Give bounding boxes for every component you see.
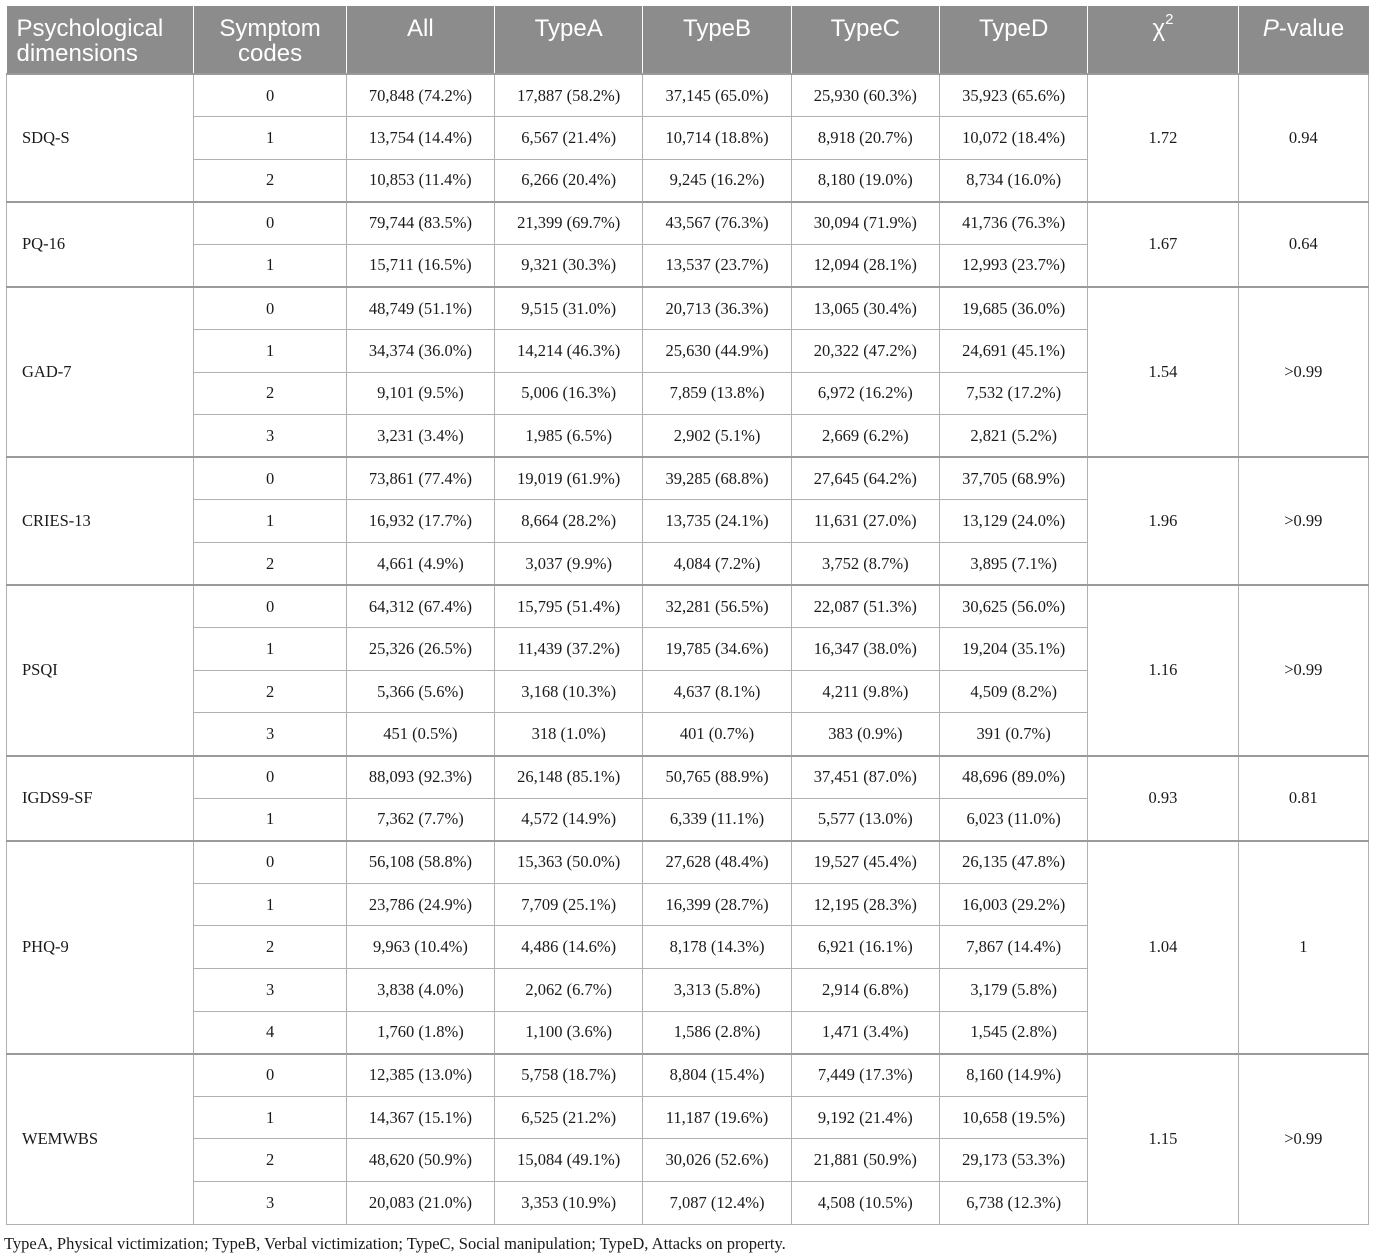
all-cell: 9,101 (9.5%) bbox=[346, 372, 494, 415]
chi-square-cell: 0.93 bbox=[1088, 756, 1238, 841]
type-c-cell: 13,065 (30.4%) bbox=[791, 287, 939, 330]
all-cell: 4,661 (4.9%) bbox=[346, 543, 494, 586]
header-type-b: TypeB bbox=[643, 6, 791, 74]
code-cell: 3 bbox=[194, 1181, 346, 1224]
type-a-cell: 9,515 (31.0%) bbox=[495, 287, 643, 330]
all-cell: 3,231 (3.4%) bbox=[346, 415, 494, 458]
dimension-cell: PSQI bbox=[7, 585, 194, 755]
p-value-cell: >0.99 bbox=[1238, 585, 1368, 755]
type-d-cell: 29,173 (53.3%) bbox=[939, 1139, 1087, 1182]
code-cell: 1 bbox=[194, 500, 346, 543]
type-d-cell: 1,545 (2.8%) bbox=[939, 1011, 1087, 1054]
type-b-cell: 27,628 (48.4%) bbox=[643, 841, 791, 884]
type-d-cell: 391 (0.7%) bbox=[939, 713, 1087, 756]
type-d-cell: 19,685 (36.0%) bbox=[939, 287, 1087, 330]
dimension-cell: PHQ-9 bbox=[7, 841, 194, 1054]
type-a-cell: 9,321 (30.3%) bbox=[495, 244, 643, 287]
type-d-cell: 35,923 (65.6%) bbox=[939, 74, 1087, 117]
type-c-cell: 27,645 (64.2%) bbox=[791, 457, 939, 500]
p-value-cell: >0.99 bbox=[1238, 457, 1368, 585]
type-b-cell: 37,145 (65.0%) bbox=[643, 74, 791, 117]
type-c-cell: 8,180 (19.0%) bbox=[791, 159, 939, 202]
type-d-cell: 30,625 (56.0%) bbox=[939, 585, 1087, 628]
dimension-cell: SDQ-S bbox=[7, 74, 194, 202]
code-cell: 4 bbox=[194, 1011, 346, 1054]
p-rest: -value bbox=[1278, 15, 1345, 42]
type-b-cell: 13,537 (23.7%) bbox=[643, 244, 791, 287]
type-b-cell: 39,285 (68.8%) bbox=[643, 457, 791, 500]
all-cell: 79,744 (83.5%) bbox=[346, 202, 494, 245]
dimension-cell: GAD-7 bbox=[7, 287, 194, 457]
type-b-cell: 13,735 (24.1%) bbox=[643, 500, 791, 543]
chi-square-cell: 1.15 bbox=[1088, 1054, 1238, 1224]
type-b-cell: 1,586 (2.8%) bbox=[643, 1011, 791, 1054]
type-c-cell: 6,972 (16.2%) bbox=[791, 372, 939, 415]
type-d-cell: 19,204 (35.1%) bbox=[939, 628, 1087, 671]
header-codes-line1: Symptom bbox=[219, 15, 321, 42]
code-cell: 3 bbox=[194, 415, 346, 458]
table-body bbox=[7, 74, 1369, 1224]
type-c-cell: 12,094 (28.1%) bbox=[791, 244, 939, 287]
type-c-cell: 9,192 (21.4%) bbox=[791, 1096, 939, 1139]
type-c-cell: 11,631 (27.0%) bbox=[791, 500, 939, 543]
type-d-cell: 7,532 (17.2%) bbox=[939, 372, 1087, 415]
p-value-cell: 1 bbox=[1238, 841, 1368, 1054]
type-c-cell: 2,914 (6.8%) bbox=[791, 968, 939, 1011]
all-cell: 7,362 (7.7%) bbox=[346, 798, 494, 841]
chi-superscript: 2 bbox=[1165, 11, 1174, 28]
type-b-cell: 6,339 (11.1%) bbox=[643, 798, 791, 841]
type-d-cell: 2,821 (5.2%) bbox=[939, 415, 1087, 458]
statistics-table bbox=[6, 6, 1369, 1225]
chi-square-cell: 1.54 bbox=[1088, 287, 1238, 457]
type-d-cell: 8,734 (16.0%) bbox=[939, 159, 1087, 202]
header-chi-square bbox=[1088, 6, 1238, 74]
type-b-cell: 2,902 (5.1%) bbox=[643, 415, 791, 458]
table-row bbox=[7, 756, 1369, 799]
type-b-cell: 32,281 (56.5%) bbox=[643, 585, 791, 628]
chi-symbol: χ bbox=[1152, 15, 1166, 42]
table-header bbox=[7, 6, 1369, 74]
table-row bbox=[7, 287, 1369, 330]
chi-square-cell: 1.04 bbox=[1088, 841, 1238, 1054]
table-footnote: TypeA, Physical victimization; TypeB, Verbal victimization; TypeC, Social manipulation; TypeD, Attacks on property. bbox=[4, 1234, 786, 1253]
type-a-cell: 21,399 (69.7%) bbox=[495, 202, 643, 245]
type-a-cell: 8,664 (28.2%) bbox=[495, 500, 643, 543]
type-c-cell: 7,449 (17.3%) bbox=[791, 1054, 939, 1097]
dimension-cell: WEMWBS bbox=[7, 1054, 194, 1224]
code-cell: 2 bbox=[194, 926, 346, 969]
all-cell: 73,861 (77.4%) bbox=[346, 457, 494, 500]
all-cell: 70,848 (74.2%) bbox=[346, 74, 494, 117]
type-a-cell: 15,363 (50.0%) bbox=[495, 841, 643, 884]
type-d-cell: 12,993 (23.7%) bbox=[939, 244, 1087, 287]
type-a-cell: 3,168 (10.3%) bbox=[495, 670, 643, 713]
all-cell: 13,754 (14.4%) bbox=[346, 117, 494, 160]
table-row bbox=[7, 841, 1369, 884]
code-cell: 1 bbox=[194, 628, 346, 671]
all-cell: 12,385 (13.0%) bbox=[346, 1054, 494, 1097]
code-cell: 1 bbox=[194, 1096, 346, 1139]
type-d-cell: 10,072 (18.4%) bbox=[939, 117, 1087, 160]
type-b-cell: 43,567 (76.3%) bbox=[643, 202, 791, 245]
table-row bbox=[7, 457, 1369, 500]
type-b-cell: 9,245 (16.2%) bbox=[643, 159, 791, 202]
header-type-d: TypeD bbox=[939, 6, 1087, 74]
type-c-cell: 3,752 (8.7%) bbox=[791, 543, 939, 586]
chi-square-cell: 1.67 bbox=[1088, 202, 1238, 287]
type-d-cell: 26,135 (47.8%) bbox=[939, 841, 1087, 884]
p-italic: P bbox=[1262, 15, 1279, 42]
code-cell: 1 bbox=[194, 798, 346, 841]
type-b-cell: 8,804 (15.4%) bbox=[643, 1054, 791, 1097]
all-cell: 48,749 (51.1%) bbox=[346, 287, 494, 330]
type-c-cell: 19,527 (45.4%) bbox=[791, 841, 939, 884]
all-cell: 23,786 (24.9%) bbox=[346, 883, 494, 926]
type-a-cell: 17,887 (58.2%) bbox=[495, 74, 643, 117]
type-c-cell: 4,508 (10.5%) bbox=[791, 1181, 939, 1224]
type-a-cell: 4,572 (14.9%) bbox=[495, 798, 643, 841]
type-a-cell: 7,709 (25.1%) bbox=[495, 883, 643, 926]
header-dimensions bbox=[7, 6, 194, 74]
type-d-cell: 16,003 (29.2%) bbox=[939, 883, 1087, 926]
header-codes-line2: codes bbox=[238, 40, 303, 67]
type-b-cell: 10,714 (18.8%) bbox=[643, 117, 791, 160]
header-dimensions-line1: Psychological bbox=[16, 15, 164, 42]
code-cell: 2 bbox=[194, 543, 346, 586]
dimension-cell: PQ-16 bbox=[7, 202, 194, 287]
p-value-cell: 0.94 bbox=[1238, 74, 1368, 202]
type-d-cell: 10,658 (19.5%) bbox=[939, 1096, 1087, 1139]
type-a-cell: 5,006 (16.3%) bbox=[495, 372, 643, 415]
type-c-cell: 4,211 (9.8%) bbox=[791, 670, 939, 713]
type-d-cell: 6,738 (12.3%) bbox=[939, 1181, 1087, 1224]
type-a-cell: 3,037 (9.9%) bbox=[495, 543, 643, 586]
type-b-cell: 3,313 (5.8%) bbox=[643, 968, 791, 1011]
code-cell: 0 bbox=[194, 287, 346, 330]
code-cell: 0 bbox=[194, 585, 346, 628]
table-row bbox=[7, 1054, 1369, 1097]
type-d-cell: 3,895 (7.1%) bbox=[939, 543, 1087, 586]
type-c-cell: 1,471 (3.4%) bbox=[791, 1011, 939, 1054]
type-d-cell: 24,691 (45.1%) bbox=[939, 330, 1087, 373]
code-cell: 3 bbox=[194, 713, 346, 756]
type-c-cell: 30,094 (71.9%) bbox=[791, 202, 939, 245]
all-cell: 20,083 (21.0%) bbox=[346, 1181, 494, 1224]
header-type-c: TypeC bbox=[791, 6, 939, 74]
type-d-cell: 13,129 (24.0%) bbox=[939, 500, 1087, 543]
type-a-cell: 2,062 (6.7%) bbox=[495, 968, 643, 1011]
dimension-cell: CRIES-13 bbox=[7, 457, 194, 585]
type-b-cell: 7,859 (13.8%) bbox=[643, 372, 791, 415]
type-d-cell: 6,023 (11.0%) bbox=[939, 798, 1087, 841]
type-c-cell: 2,669 (6.2%) bbox=[791, 415, 939, 458]
all-cell: 25,326 (26.5%) bbox=[346, 628, 494, 671]
type-b-cell: 20,713 (36.3%) bbox=[643, 287, 791, 330]
type-a-cell: 11,439 (37.2%) bbox=[495, 628, 643, 671]
type-c-cell: 21,881 (50.9%) bbox=[791, 1139, 939, 1182]
type-a-cell: 3,353 (10.9%) bbox=[495, 1181, 643, 1224]
header-type-a: TypeA bbox=[495, 6, 643, 74]
code-cell: 0 bbox=[194, 74, 346, 117]
code-cell: 0 bbox=[194, 756, 346, 799]
dimension-cell: IGDS9-SF bbox=[7, 756, 194, 841]
type-a-cell: 1,985 (6.5%) bbox=[495, 415, 643, 458]
type-b-cell: 7,087 (12.4%) bbox=[643, 1181, 791, 1224]
table-row bbox=[7, 74, 1369, 117]
type-b-cell: 25,630 (44.9%) bbox=[643, 330, 791, 373]
type-a-cell: 6,266 (20.4%) bbox=[495, 159, 643, 202]
all-cell: 48,620 (50.9%) bbox=[346, 1139, 494, 1182]
code-cell: 2 bbox=[194, 670, 346, 713]
code-cell: 2 bbox=[194, 1139, 346, 1182]
type-b-cell: 11,187 (19.6%) bbox=[643, 1096, 791, 1139]
code-cell: 1 bbox=[194, 117, 346, 160]
type-d-cell: 3,179 (5.8%) bbox=[939, 968, 1087, 1011]
type-c-cell: 12,195 (28.3%) bbox=[791, 883, 939, 926]
type-c-cell: 37,451 (87.0%) bbox=[791, 756, 939, 799]
type-a-cell: 15,795 (51.4%) bbox=[495, 585, 643, 628]
code-cell: 0 bbox=[194, 1054, 346, 1097]
code-cell: 1 bbox=[194, 330, 346, 373]
type-c-cell: 20,322 (47.2%) bbox=[791, 330, 939, 373]
all-cell: 3,838 (4.0%) bbox=[346, 968, 494, 1011]
type-a-cell: 5,758 (18.7%) bbox=[495, 1054, 643, 1097]
all-cell: 451 (0.5%) bbox=[346, 713, 494, 756]
code-cell: 1 bbox=[194, 244, 346, 287]
type-a-cell: 1,100 (3.6%) bbox=[495, 1011, 643, 1054]
table-row bbox=[7, 202, 1369, 245]
all-cell: 64,312 (67.4%) bbox=[346, 585, 494, 628]
type-a-cell: 318 (1.0%) bbox=[495, 713, 643, 756]
type-a-cell: 14,214 (46.3%) bbox=[495, 330, 643, 373]
p-value-cell: >0.99 bbox=[1238, 287, 1368, 457]
type-c-cell: 22,087 (51.3%) bbox=[791, 585, 939, 628]
all-cell: 14,367 (15.1%) bbox=[346, 1096, 494, 1139]
type-b-cell: 4,084 (7.2%) bbox=[643, 543, 791, 586]
all-cell: 56,108 (58.8%) bbox=[346, 841, 494, 884]
type-b-cell: 16,399 (28.7%) bbox=[643, 883, 791, 926]
header-dimensions-line2: dimensions bbox=[16, 40, 138, 67]
all-cell: 88,093 (92.3%) bbox=[346, 756, 494, 799]
code-cell: 3 bbox=[194, 968, 346, 1011]
header-row bbox=[7, 6, 1369, 74]
type-b-cell: 8,178 (14.3%) bbox=[643, 926, 791, 969]
header-symptom-codes bbox=[194, 6, 346, 74]
type-d-cell: 4,509 (8.2%) bbox=[939, 670, 1087, 713]
all-cell: 9,963 (10.4%) bbox=[346, 926, 494, 969]
type-a-cell: 15,084 (49.1%) bbox=[495, 1139, 643, 1182]
code-cell: 1 bbox=[194, 883, 346, 926]
all-cell: 1,760 (1.8%) bbox=[346, 1011, 494, 1054]
code-cell: 0 bbox=[194, 841, 346, 884]
p-value-cell: 0.81 bbox=[1238, 756, 1368, 841]
table-row bbox=[7, 585, 1369, 628]
type-d-cell: 37,705 (68.9%) bbox=[939, 457, 1087, 500]
p-value-cell: 0.64 bbox=[1238, 202, 1368, 287]
p-value-cell: >0.99 bbox=[1238, 1054, 1368, 1224]
type-d-cell: 41,736 (76.3%) bbox=[939, 202, 1087, 245]
all-cell: 5,366 (5.6%) bbox=[346, 670, 494, 713]
type-b-cell: 4,637 (8.1%) bbox=[643, 670, 791, 713]
type-a-cell: 6,567 (21.4%) bbox=[495, 117, 643, 160]
type-a-cell: 4,486 (14.6%) bbox=[495, 926, 643, 969]
type-b-cell: 30,026 (52.6%) bbox=[643, 1139, 791, 1182]
type-c-cell: 25,930 (60.3%) bbox=[791, 74, 939, 117]
type-b-cell: 19,785 (34.6%) bbox=[643, 628, 791, 671]
type-a-cell: 6,525 (21.2%) bbox=[495, 1096, 643, 1139]
type-c-cell: 383 (0.9%) bbox=[791, 713, 939, 756]
type-d-cell: 7,867 (14.4%) bbox=[939, 926, 1087, 969]
type-c-cell: 5,577 (13.0%) bbox=[791, 798, 939, 841]
code-cell: 2 bbox=[194, 159, 346, 202]
type-b-cell: 401 (0.7%) bbox=[643, 713, 791, 756]
type-c-cell: 6,921 (16.1%) bbox=[791, 926, 939, 969]
header-all: All bbox=[346, 6, 494, 74]
type-c-cell: 16,347 (38.0%) bbox=[791, 628, 939, 671]
type-b-cell: 50,765 (88.9%) bbox=[643, 756, 791, 799]
code-cell: 0 bbox=[194, 202, 346, 245]
chi-square-cell: 1.96 bbox=[1088, 457, 1238, 585]
header-p-value bbox=[1238, 6, 1368, 74]
type-a-cell: 19,019 (61.9%) bbox=[495, 457, 643, 500]
all-cell: 10,853 (11.4%) bbox=[346, 159, 494, 202]
code-cell: 0 bbox=[194, 457, 346, 500]
chi-square-cell: 1.72 bbox=[1088, 74, 1238, 202]
type-c-cell: 8,918 (20.7%) bbox=[791, 117, 939, 160]
all-cell: 15,711 (16.5%) bbox=[346, 244, 494, 287]
code-cell: 2 bbox=[194, 372, 346, 415]
chi-square-cell: 1.16 bbox=[1088, 585, 1238, 755]
all-cell: 34,374 (36.0%) bbox=[346, 330, 494, 373]
all-cell: 16,932 (17.7%) bbox=[346, 500, 494, 543]
type-d-cell: 8,160 (14.9%) bbox=[939, 1054, 1087, 1097]
type-a-cell: 26,148 (85.1%) bbox=[495, 756, 643, 799]
type-d-cell: 48,696 (89.0%) bbox=[939, 756, 1087, 799]
